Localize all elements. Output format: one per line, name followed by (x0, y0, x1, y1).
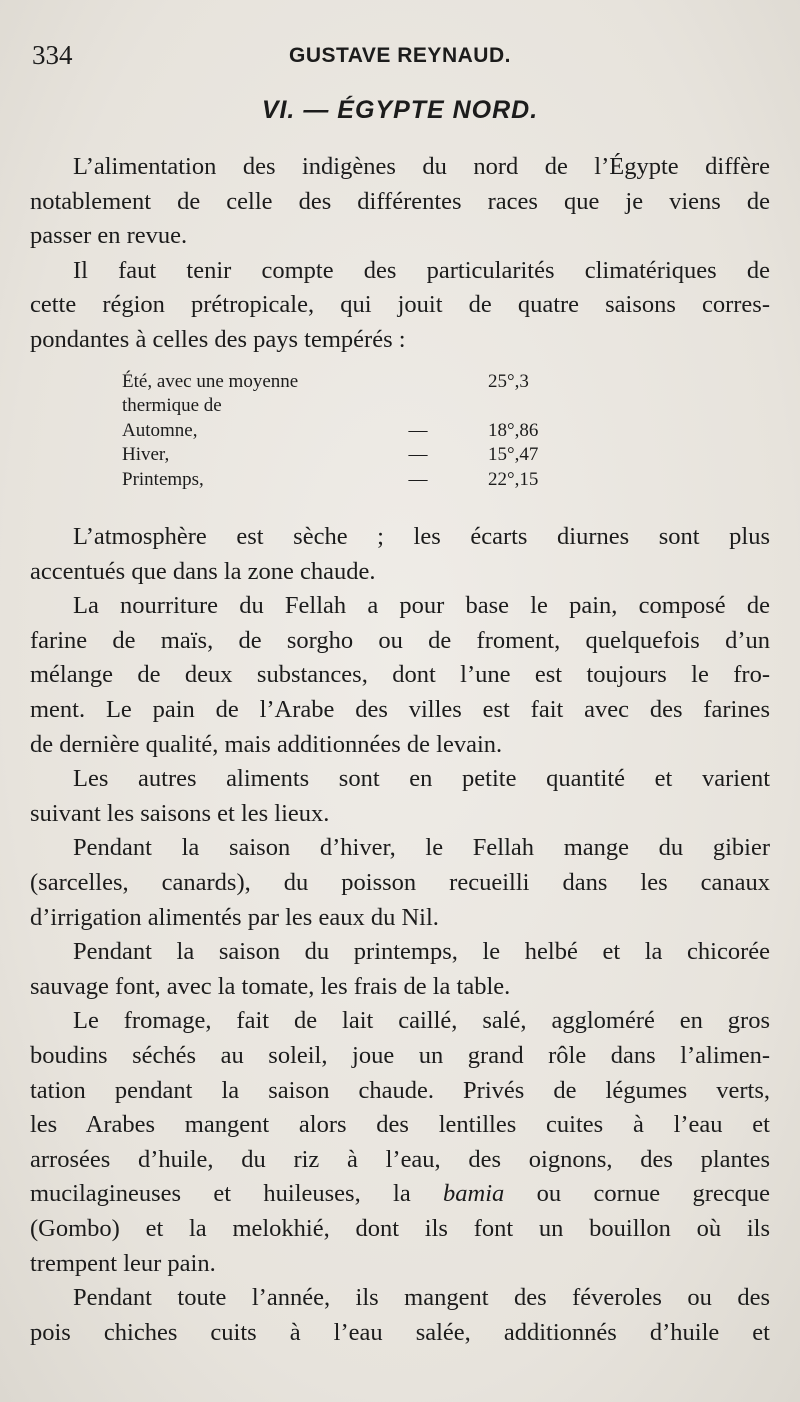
text-line: La nourriture du Fellah a pour base le pain, composé de (73, 592, 770, 620)
season-temperature: 22°,15 (488, 468, 539, 490)
paragraph-4 (30, 589, 770, 762)
season-dash: — (408, 468, 428, 490)
text-line: tation pendant la saison chaude. Privés de légumes verts, (30, 1076, 770, 1104)
text-line: arrosées d’huile, du riz à l’eau, des oignons, des plantes (30, 1145, 770, 1173)
text-run: mucilagineuses et huileuses, la (30, 1180, 444, 1208)
text-line: (sarcelles, canards), du poisson recueilli dans les canaux (30, 869, 770, 896)
text-line: trempent leur pain. (30, 1249, 216, 1277)
season-row (122, 419, 608, 444)
season-dash: — (408, 444, 428, 466)
season-label: Printemps, (122, 468, 204, 490)
text-line: Le fromage, fait de lait caillé, salé, aggloméré en gros (73, 1007, 770, 1035)
section-title: VI. — ÉGYPTE NORD. (261, 96, 539, 124)
text-line: (Gombo) et la melokhié, dont ils font un bouillon où ils (30, 1214, 770, 1242)
text-line: cette région prétropicale, qui jouit de quatre saisons corres- (30, 291, 770, 319)
season-temperature: 25°,3 (488, 370, 529, 392)
season-temperature-table (122, 370, 608, 493)
text-line: Les autres aliments sont en petite quantité et varient (73, 765, 770, 793)
text-line: farine de maïs, de sorgho ou de froment, quelquefois d’un (30, 626, 770, 654)
text-line: L’alimentation des indigènes du nord de l’Égypte diffère (73, 153, 770, 180)
season-temperature: 15°,47 (488, 444, 539, 466)
paragraph-3 (30, 520, 770, 589)
season-row (122, 370, 608, 419)
text-line: Pendant la saison du printemps, le helbé et la chicorée (73, 938, 770, 966)
text-line: boudins séchés au soleil, joue un grand rôle dans l’alimen- (30, 1041, 770, 1069)
text-line: de dernière qualité, mais additionnées de levain. (30, 730, 503, 758)
paragraph-9 (30, 1281, 770, 1350)
season-dash: — (408, 419, 428, 441)
paragraph-7 (30, 935, 770, 1004)
text-line: pondantes à celles des pays tempérés : (30, 325, 406, 353)
text-line: accentués que dans la zone chaude. (30, 557, 376, 585)
paragraph-8 (30, 1004, 770, 1281)
page-body (30, 150, 770, 1350)
text-line: pois chiches cuits à l’eau salée, additionnés d’huile et (30, 1318, 770, 1346)
text-line: Il faut tenir compte des particularités climatériques de (73, 256, 770, 284)
paragraph-5 (30, 762, 770, 831)
season-dash (348, 370, 488, 419)
page-number: 334 (32, 40, 73, 70)
paragraph-6 (30, 831, 770, 935)
text-line: Pendant toute l’année, ils mangent des féveroles ou des (73, 1284, 770, 1312)
season-label: Hiver, (122, 444, 170, 466)
text-line: Pendant la saison d’hiver, le Fellah mange du gibier (73, 834, 770, 862)
text-line: sauvage font, avec la tomate, les frais de la table. (30, 972, 511, 1000)
text-line (30, 1177, 770, 1212)
season-temperature: 18°,86 (488, 419, 539, 441)
text-line: L’atmosphère est sèche ; les écarts diurnes sont plus (73, 523, 770, 551)
season-label: Été, avec une moyenne thermique de (122, 370, 299, 417)
running-head (30, 38, 770, 72)
text-line: passer en revue. (30, 222, 188, 250)
season-row (122, 443, 608, 468)
text-line: les Arabes mangent alors des lentilles cuites à l’eau et (30, 1111, 770, 1139)
text-line: suivant les saisons et les lieux. (30, 799, 330, 827)
text-line: mélange de deux substances, dont l’une est toujours le fro- (30, 661, 770, 689)
running-title: GUSTAVE REYNAUD. (289, 44, 511, 67)
season-label: Automne, (122, 419, 198, 441)
text-line: d’irrigation alimentés par les eaux du Nil. (30, 903, 439, 931)
season-row (122, 468, 608, 493)
italic-term: bamia (443, 1180, 505, 1208)
paragraph-2 (30, 254, 770, 358)
text-line: notablement de celle des différentes races que je viens de (30, 187, 770, 215)
text-line: ment. Le pain de l’Arabe des villes est fait avec des farines (30, 696, 770, 724)
paragraph-1 (30, 150, 770, 254)
text-run: ou cornue grecque (504, 1180, 770, 1208)
